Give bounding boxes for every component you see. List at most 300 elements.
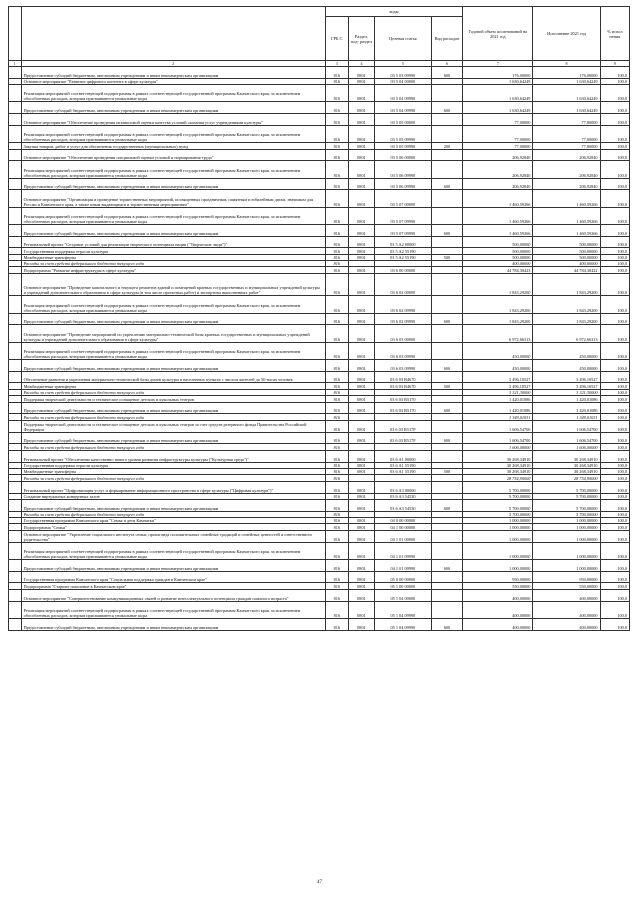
header-blank-2 xyxy=(21,7,325,61)
row-name: Основное мероприятие "Проведение мероприятий по укреплению материально-технической базы краевых государственных и муниципальных учреждений культуры и учреждений дополнительного образования в сфере культуры" xyxy=(21,325,325,342)
row-name: Поддержка творческой деятельности и техническое оснащение детских и кукольных театров за счет средств резервного фонда Правительства Российской Федерации xyxy=(21,420,325,432)
row-blank xyxy=(9,178,22,190)
row-grbs: 816 xyxy=(325,530,348,542)
row-blank xyxy=(9,67,22,79)
row-blank xyxy=(9,114,22,126)
row-expense-type: 600 xyxy=(431,102,463,114)
row-expense-type: 500 xyxy=(431,383,463,389)
row-executed-amount: 5 700,00000 xyxy=(533,481,600,493)
header-codes: коды xyxy=(325,7,462,17)
row-section: 0801 xyxy=(348,359,374,371)
row-execution-percent: 100,0 xyxy=(600,383,629,389)
row-executed-amount: 500,00000 xyxy=(533,248,600,254)
row-grbs: 816 xyxy=(325,236,348,248)
row-executed-amount: 77,00000 xyxy=(533,125,600,142)
row-name: Предоставление субсидий бюджетным, автономным учреждениям и иным некоммерческим организациям xyxy=(21,178,325,190)
table-row xyxy=(9,481,630,493)
row-blank xyxy=(9,420,22,432)
row-blank xyxy=(9,149,22,161)
row-planned-amount: 1 000,00000 xyxy=(463,530,533,542)
row-name: Предоставление субсидий бюджетным, автономным учреждениям и иным некоммерческим организациям xyxy=(21,432,325,444)
row-name: Реализация мероприятий соответствующей подпрограммы в рамках соответствующей государственной программы Камчатского края, за исключением обособленных расходов, которым присваиваются уникальные коды xyxy=(21,207,325,224)
row-expense-type xyxy=(431,236,463,248)
row-planned-amount: 1 460,59266 xyxy=(463,207,533,224)
row-target-article: 05 0 00 00000 xyxy=(375,571,432,583)
row-executed-amount: 450,00000 xyxy=(533,359,600,371)
row-blank xyxy=(9,481,22,493)
row-execution-percent: 100,0 xyxy=(600,518,629,524)
row-planned-amount: 500,00000 xyxy=(463,236,533,248)
row-grbs: 816 xyxy=(325,389,348,395)
row-blank xyxy=(9,190,22,207)
row-executed-amount: 44 784,30422 xyxy=(533,267,600,273)
row-name: Государственная поддержка отрасли культуры xyxy=(21,462,325,468)
row-section: 0801 xyxy=(348,190,374,207)
row-grbs: 816 xyxy=(325,493,348,499)
row-target-article: 04 1 01 09990 xyxy=(375,542,432,559)
row-target-article: 03 5 07 09990 xyxy=(375,207,432,224)
row-execution-percent: 100,0 xyxy=(600,371,629,383)
row-section: 0801 xyxy=(348,236,374,248)
row-expense-type xyxy=(431,371,463,383)
row-target-article: 03 6 A1 55190 xyxy=(375,462,432,468)
row-planned-amount: 5 700,00000 xyxy=(463,493,533,499)
row-grbs: 816 xyxy=(325,342,348,359)
row-planned-amount: 6 972,66313 xyxy=(463,325,533,342)
row-executed-amount: 400,00000 xyxy=(533,261,600,267)
row-blank xyxy=(9,125,22,142)
header-fact: Исполнение 2021 год xyxy=(533,7,600,61)
row-grbs: 816 xyxy=(325,601,348,618)
report-sheet xyxy=(8,6,630,631)
row-target-article: 03 6 03 R517F xyxy=(375,432,432,444)
table-row xyxy=(9,571,630,583)
row-grbs: 816 xyxy=(325,462,348,468)
row-grbs: 816 xyxy=(325,402,348,414)
row-planned-amount: 1 630,64249 xyxy=(463,85,533,102)
header-plan: Годовой объем ассигнований на 2021 год xyxy=(463,7,533,61)
table-row xyxy=(9,601,630,618)
row-expense-type xyxy=(431,589,463,601)
row-executed-amount: 1 000,00000 xyxy=(533,530,600,542)
row-name: Реализация мероприятий соответствующей подпрограммы в рамках соответствующей государственной программы Камчатского края, за исключением обособленных расходов, которым присваиваются уникальные коды xyxy=(21,342,325,359)
row-executed-amount: 1 460,59266 xyxy=(533,190,600,207)
row-executed-amount: 1 420,01086 xyxy=(533,402,600,414)
row-planned-amount: 3 496,10527 xyxy=(463,371,533,383)
row-executed-amount: 30 268,34910 xyxy=(533,468,600,474)
row-planned-amount: 1 349,01031 xyxy=(463,414,533,420)
header-target-article: Целевая статья xyxy=(375,17,432,61)
row-section: 0801 xyxy=(348,296,374,313)
row-executed-amount: 176,00000 xyxy=(533,67,600,79)
row-expense-type: 500 xyxy=(431,468,463,474)
header-razdel: Раздел, под- раздел xyxy=(348,17,374,61)
row-blank xyxy=(9,559,22,571)
row-grbs: 816 xyxy=(325,420,348,432)
row-executed-amount: 1 460,59266 xyxy=(533,224,600,236)
row-section: 0801 xyxy=(348,559,374,571)
row-planned-amount: 176,00000 xyxy=(463,67,533,79)
col-index: 8 xyxy=(533,61,600,67)
row-execution-percent: 100,0 xyxy=(600,583,629,589)
row-executed-amount: 1 420,01086 xyxy=(533,396,600,402)
header-expense-type: Вид расходов xyxy=(431,17,463,61)
row-name: Расходы за счет средств федерального бюджета текущего года xyxy=(21,444,325,450)
row-execution-percent: 100,0 xyxy=(600,273,629,296)
row-execution-percent: 100,0 xyxy=(600,475,629,481)
table-row xyxy=(9,273,630,296)
row-grbs: 816 xyxy=(325,359,348,371)
row-executed-amount: 206,92840 xyxy=(533,178,600,190)
row-expense-type: 600 xyxy=(431,559,463,571)
row-grbs: 816 xyxy=(325,383,348,389)
row-name: Государственная поддержка отрасли культуры xyxy=(21,248,325,254)
row-expense-type xyxy=(431,450,463,462)
row-grbs: 816 xyxy=(325,296,348,313)
row-executed-amount: 1 460,59266 xyxy=(533,207,600,224)
row-target-article: 03 5 04 09990 xyxy=(375,85,432,102)
row-planned-amount: 3 496,10527 xyxy=(463,383,533,389)
row-planned-amount: 77,00000 xyxy=(463,125,533,142)
row-execution-percent: 100,0 xyxy=(600,444,629,450)
row-execution-percent: 100,0 xyxy=(600,143,629,149)
row-name: Предоставление субсидий бюджетным, автономным учреждениям и иным некоммерческим организациям xyxy=(21,402,325,414)
row-expense-type xyxy=(431,125,463,142)
row-execution-percent: 100,0 xyxy=(600,67,629,79)
row-planned-amount: 450,00000 xyxy=(463,342,533,359)
row-target-article: 03 5 06 09990 xyxy=(375,161,432,178)
budget-execution-table xyxy=(8,6,630,631)
row-planned-amount: 1 843,29200 xyxy=(463,296,533,313)
row-blank xyxy=(9,402,22,414)
row-execution-percent: 100,0 xyxy=(600,414,629,420)
row-blank xyxy=(9,499,22,511)
row-grbs: 816 xyxy=(325,224,348,236)
table-row xyxy=(9,313,630,325)
row-planned-amount: 1 000,00000 xyxy=(463,518,533,524)
row-planned-amount: 400,00000 xyxy=(463,589,533,601)
table-row xyxy=(9,542,630,559)
row-executed-amount: 3 321,30000 xyxy=(533,389,600,395)
row-section: 0801 xyxy=(348,67,374,79)
row-planned-amount: 400,00000 xyxy=(463,618,533,630)
row-name: Предоставление субсидий бюджетным, автономным учреждениям и иным некоммерческим организациям xyxy=(21,313,325,325)
row-section: 0801 xyxy=(348,125,374,142)
row-target-article: 03 6 02 00000 xyxy=(375,273,432,296)
row-blank xyxy=(9,601,22,618)
row-target-article: 03 6 02 09990 xyxy=(375,296,432,313)
row-grbs: 816 xyxy=(325,414,348,420)
row-planned-amount: 30 268,34910 xyxy=(463,450,533,462)
col-index: 3 xyxy=(325,61,348,67)
row-execution-percent: 100,0 xyxy=(600,254,629,260)
row-expense-type xyxy=(431,481,463,493)
row-name: Межбюджетные трансферты xyxy=(21,383,325,389)
row-executed-amount: 1 000,00000 xyxy=(533,518,600,524)
row-expense-type: 600 xyxy=(431,432,463,444)
row-grbs: 816 xyxy=(325,149,348,161)
table-row xyxy=(9,102,630,114)
row-planned-amount: 206,92840 xyxy=(463,149,533,161)
page-number: 47 xyxy=(317,880,322,885)
row-executed-amount: 550,00000 xyxy=(533,583,600,589)
row-expense-type: 600 xyxy=(431,67,463,79)
row-grbs: 816 xyxy=(325,325,348,342)
row-grbs: 816 xyxy=(325,313,348,325)
table-row xyxy=(9,67,630,79)
row-executed-amount: 400,00000 xyxy=(533,589,600,601)
row-executed-amount: 206,92840 xyxy=(533,149,600,161)
row-section: 0801 xyxy=(348,248,374,254)
row-planned-amount: 44 784,30423 xyxy=(463,267,533,273)
row-executed-amount: 1 630,64249 xyxy=(533,102,600,114)
row-expense-type xyxy=(431,161,463,178)
row-expense-type xyxy=(431,190,463,207)
row-target-article: 03 6 03 R5170 xyxy=(375,402,432,414)
row-executed-amount: 3 496,10527 xyxy=(533,383,600,389)
row-expense-type xyxy=(431,542,463,559)
row-section: 0801 xyxy=(348,143,374,149)
row-section: 0801 xyxy=(348,589,374,601)
table-row xyxy=(9,190,630,207)
row-grbs: 816 xyxy=(325,207,348,224)
row-section: 0801 xyxy=(348,224,374,236)
row-section: 0801 xyxy=(348,462,374,468)
table-row xyxy=(9,149,630,161)
row-planned-amount: 1 843,29200 xyxy=(463,273,533,296)
row-execution-percent: 100,0 xyxy=(600,359,629,371)
row-name: Основное мероприятие "Организация и проведение торжественных мероприятий, посвященных праздничным, памятным и юбилейным датам, значимым для России и Камчатского края, а также иным выдающимся и торжественным мероприятиям" xyxy=(21,190,325,207)
row-blank xyxy=(9,207,22,224)
row-name: Реализация мероприятий соответствующей подпрограммы в рамках соответствующей государственной программы Камчатского края, за исключением обособленных расходов, которым присваиваются уникальные коды xyxy=(21,601,325,618)
row-executed-amount: 3 496,10527 xyxy=(533,371,600,383)
row-target-article: 03 6 A3 00000 xyxy=(375,481,432,493)
table-row xyxy=(9,296,630,313)
row-section: 0801 xyxy=(348,267,374,273)
row-executed-amount: 1 843,29200 xyxy=(533,296,600,313)
row-target-article: 03 6 03 00000 xyxy=(375,325,432,342)
row-expense-type xyxy=(431,85,463,102)
row-grbs: 816 xyxy=(325,67,348,79)
table-row xyxy=(9,402,630,414)
row-expense-type xyxy=(431,420,463,432)
table-row xyxy=(9,559,630,571)
row-execution-percent: 100,0 xyxy=(600,78,629,84)
row-planned-amount: 1 630,64249 xyxy=(463,78,533,84)
row-executed-amount: 1 349,01031 xyxy=(533,414,600,420)
row-execution-percent: 100,0 xyxy=(600,102,629,114)
header-grbs: ГРБ С xyxy=(325,17,348,61)
col-index: 7 xyxy=(463,61,533,67)
row-executed-amount: 1 000,00000 xyxy=(533,542,600,559)
row-execution-percent: 100,0 xyxy=(600,149,629,161)
row-executed-amount: 30 268,34910 xyxy=(533,462,600,468)
row-execution-percent: 100,0 xyxy=(600,190,629,207)
row-section: 0801 xyxy=(348,583,374,589)
row-name: Создание виртуальных концертных залов xyxy=(21,493,325,499)
row-blank xyxy=(9,542,22,559)
table-row xyxy=(9,432,630,444)
row-name: Реализация мероприятий соответствующей подпрограммы в рамках соответствующей государственной программы Камчатского края, за исключением обособленных расходов, которым присваиваются уникальные коды xyxy=(21,125,325,142)
table-row xyxy=(9,450,630,462)
row-expense-type xyxy=(431,273,463,296)
row-grbs: 816 xyxy=(325,267,348,273)
row-execution-percent: 100,0 xyxy=(600,601,629,618)
row-name: Предоставление субсидий бюджетным, автономным учреждениям и иным некоммерческим организациям xyxy=(21,359,325,371)
row-target-article: 04 1 01 00000 xyxy=(375,530,432,542)
row-execution-percent: 100,0 xyxy=(600,114,629,126)
row-grbs: 816 xyxy=(325,499,348,511)
row-executed-amount: 500,00000 xyxy=(533,236,600,248)
row-executed-amount: 450,00000 xyxy=(533,342,600,359)
row-execution-percent: 100,0 xyxy=(600,524,629,530)
row-name: Предоставление субсидий бюджетным, автономным учреждениям и иным некоммерческим организациям xyxy=(21,102,325,114)
row-section: 0801 xyxy=(348,450,374,462)
row-planned-amount: 30 268,34910 xyxy=(463,468,533,474)
table-row xyxy=(9,589,630,601)
row-grbs: 816 xyxy=(325,475,348,481)
row-blank xyxy=(9,102,22,114)
row-planned-amount: 1 843,29200 xyxy=(463,313,533,325)
row-executed-amount: 206,92840 xyxy=(533,161,600,178)
row-planned-amount: 5 700,00000 xyxy=(463,499,533,511)
row-execution-percent: 100,0 xyxy=(600,178,629,190)
row-execution-percent: 100,0 xyxy=(600,462,629,468)
row-execution-percent: 100,0 xyxy=(600,261,629,267)
row-grbs: 816 xyxy=(325,450,348,462)
row-name: Основное мероприятие "Обеспечение проведения независимой оценки качества условий оказания услуг учреждениями культуры" xyxy=(21,114,325,126)
row-executed-amount: 5 700,00000 xyxy=(533,511,600,517)
row-executed-amount: 400,00000 xyxy=(533,601,600,618)
row-execution-percent: 100,0 xyxy=(600,542,629,559)
row-target-article: 03 6 A3 54530 xyxy=(375,499,432,511)
row-execution-percent: 100,0 xyxy=(600,342,629,359)
row-execution-percent: 100,0 xyxy=(600,325,629,342)
row-section: 0801 xyxy=(348,325,374,342)
row-section: 0801 xyxy=(348,542,374,559)
row-target-article: 03 5 07 09990 xyxy=(375,224,432,236)
row-target-article: 03 5 A2 00000 xyxy=(375,236,432,248)
row-target-article: 03 6 A1 00000 xyxy=(375,450,432,462)
row-section: 0801 xyxy=(348,499,374,511)
row-target-article: 05 1 04 00000 xyxy=(375,589,432,601)
row-expense-type: 600 xyxy=(431,224,463,236)
row-expense-type: 600 xyxy=(431,178,463,190)
row-expense-type: 600 xyxy=(431,402,463,414)
row-grbs: 816 xyxy=(325,559,348,571)
row-target-article: 03 5 A2 55190 xyxy=(375,254,432,260)
row-name: Реализация мероприятий соответствующей подпрограммы в рамках соответствующей государственной программы Камчатского края, за исключением обособленных расходов, которым присваиваются уникальные коды xyxy=(21,85,325,102)
row-grbs: 816 xyxy=(325,190,348,207)
row-name: Реализация мероприятий соответствующей подпрограммы в рамках соответствующей государственной программы Камчатского края, за исключением обособленных расходов, которым присваиваются уникальные коды xyxy=(21,542,325,559)
table-row xyxy=(9,207,630,224)
row-executed-amount: 500,00000 xyxy=(533,254,600,260)
row-name: Расходы за счет средств федерального бюджета текущего года xyxy=(21,261,325,267)
row-planned-amount: 1 606,54700 xyxy=(463,432,533,444)
row-execution-percent: 100,0 xyxy=(600,432,629,444)
row-name: Предоставление субсидий бюджетным, автономным учреждениям и иным некоммерческим организациям xyxy=(21,67,325,79)
col-index: 4 xyxy=(348,61,374,67)
row-name: Расходы за счет средств федерального бюджета текущего года xyxy=(21,511,325,517)
row-grbs: 816 xyxy=(325,468,348,474)
row-planned-amount: 28 754,90000 xyxy=(463,475,533,481)
row-planned-amount: 450,00000 xyxy=(463,359,533,371)
header-blank-1 xyxy=(9,7,22,61)
row-section: 0801 xyxy=(348,481,374,493)
row-execution-percent: 100,0 xyxy=(600,468,629,474)
row-executed-amount: 1 606,00000 xyxy=(533,444,600,450)
row-blank xyxy=(9,589,22,601)
row-executed-amount: 400,00000 xyxy=(533,618,600,630)
row-execution-percent: 100,0 xyxy=(600,530,629,542)
row-name: Подпрограмма "Развитие инфраструктуры в сфере культуры" xyxy=(21,267,325,273)
row-section: 0801 xyxy=(348,493,374,499)
row-target-article: 03 6 03 09990 xyxy=(375,359,432,371)
row-blank xyxy=(9,296,22,313)
row-target-article: 03 6 A3 54530 xyxy=(375,493,432,499)
row-execution-percent: 100,0 xyxy=(600,618,629,630)
row-execution-percent: 100,0 xyxy=(600,402,629,414)
row-target-article: 03 5 06 09990 xyxy=(375,178,432,190)
row-section: 0801 xyxy=(348,273,374,296)
row-target-article: 05 1 04 09990 xyxy=(375,601,432,618)
row-planned-amount: 5 700,00000 xyxy=(463,481,533,493)
row-target-article: 04 1 00 00000 xyxy=(375,524,432,530)
row-executed-amount: 1 000,00000 xyxy=(533,559,600,571)
row-section: 0801 xyxy=(348,571,374,583)
row-section: 0801 xyxy=(348,371,374,383)
row-blank xyxy=(9,432,22,444)
row-execution-percent: 100,0 xyxy=(600,161,629,178)
row-executed-amount: 28 754,90000 xyxy=(533,475,600,481)
row-section: 0801 xyxy=(348,432,374,444)
row-blank xyxy=(9,618,22,630)
row-execution-percent: 100,0 xyxy=(600,396,629,402)
row-planned-amount: 1 606,00000 xyxy=(463,444,533,450)
row-target-article: 05 1 00 00000 xyxy=(375,583,432,589)
row-name: Подпрограмма "Семья" xyxy=(21,524,325,530)
row-name: Обеспечение развития и укрепления материально-технической базы домов культуры в населенных пунктах с числом жителей до 50 тысяч человек xyxy=(21,371,325,383)
row-expense-type xyxy=(431,207,463,224)
row-name: Региональный проект "Обеспечение качественно нового уровня развития инфраструктуры культуры ("Культурная среда")" xyxy=(21,450,325,462)
row-blank xyxy=(9,530,22,542)
table-row xyxy=(9,420,630,432)
row-target-article: 03 5 05 09990 xyxy=(375,125,432,142)
row-grbs: 816 xyxy=(325,85,348,102)
row-executed-amount: 1 606,54700 xyxy=(533,432,600,444)
table-row xyxy=(9,178,630,190)
row-target-article: 05 1 04 09990 xyxy=(375,618,432,630)
row-grbs: 816 xyxy=(325,518,348,524)
row-grbs: 816 xyxy=(325,444,348,450)
row-grbs: 816 xyxy=(325,371,348,383)
row-expense-type xyxy=(431,114,463,126)
row-expense-type xyxy=(431,342,463,359)
row-grbs: 816 xyxy=(325,511,348,517)
row-execution-percent: 100,0 xyxy=(600,313,629,325)
row-expense-type: 600 xyxy=(431,618,463,630)
row-execution-percent: 100,0 xyxy=(600,207,629,224)
row-execution-percent: 100,0 xyxy=(600,420,629,432)
row-grbs: 816 xyxy=(325,114,348,126)
row-executed-amount: 30 268,34910 xyxy=(533,450,600,462)
row-expense-type xyxy=(431,296,463,313)
row-grbs: 816 xyxy=(325,583,348,589)
row-blank xyxy=(9,85,22,102)
row-name: Межбюджетные трансферты xyxy=(21,254,325,260)
row-executed-amount: 1 000,00000 xyxy=(533,524,600,530)
row-grbs: 816 xyxy=(325,273,348,296)
